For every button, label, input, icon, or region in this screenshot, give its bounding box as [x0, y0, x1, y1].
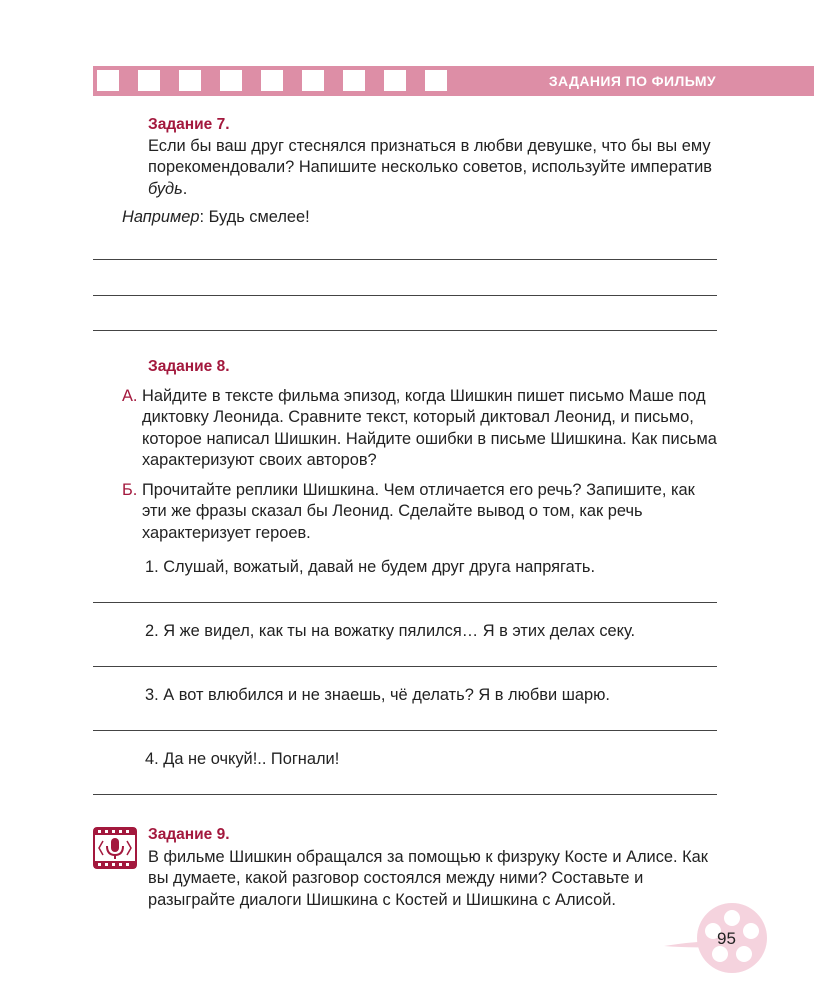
- task8-part-a-marker: А.: [122, 387, 138, 405]
- task7-text-main: Если бы ваш друг стеснялся признаться в любви девушке, что бы вы ему порекомендовали? Напишите несколько советов, используйте императив: [148, 137, 712, 177]
- section-banner: [93, 66, 814, 96]
- answer-line[interactable]: [93, 794, 717, 795]
- example-label: Например: [122, 208, 200, 226]
- banner-title: ЗАДАНИЯ ПО ФИЛЬМУ: [548, 73, 716, 89]
- banner-square: [384, 70, 406, 91]
- phrase-item: 4. Да не очкуй!.. Погнали!: [145, 750, 340, 768]
- task9-text: В фильме Шишкин обращался за помощью к физруку Косте и Алисе. Как вы думаете, какой разговор состоялся между ними? Составьте и разыграйте диалоги Шишкина с Костей и Шишкина с Алисой.: [148, 848, 708, 909]
- headset-icon: [93, 827, 137, 869]
- banner-square: [425, 70, 447, 91]
- task8-part-a-text: Найдите в тексте фильма эпизод, когда Шишкин пишет письмо Маше под диктовку Леонида. Сравните текст, который диктовал Леонид, и письмо, которое написал Шишкин. Найдите ошибки в письме Шишкина. Как письма характеризуют своих авторов?: [142, 387, 717, 470]
- phrase-item: 3. А вот влюбился и не знаешь, чё делать? Я в любви шарю.: [145, 686, 610, 704]
- task9-heading: Задание 9.: [148, 826, 230, 843]
- banner-square: [302, 70, 324, 91]
- answer-line[interactable]: [93, 259, 717, 260]
- task8-part-b-text: Прочитайте реплики Шишкина. Чем отличается его речь? Запишите, как эти же фразы сказал бы Леонид. Сделайте вывод о том, как речь характеризует героев.: [142, 481, 695, 542]
- banner-square: [220, 70, 242, 91]
- task8-part-b-marker: Б.: [122, 481, 138, 499]
- phrase-item: 1. Слушай, вожатый, давай не будем друг друга напрягать.: [145, 558, 596, 576]
- answer-line[interactable]: [93, 730, 717, 731]
- task7-text-end: .: [182, 179, 188, 198]
- banner-square: [261, 70, 283, 91]
- banner-square: [138, 70, 160, 91]
- banner-square: [179, 70, 201, 91]
- phrase-item: 2. Я же видел, как ты на вожатку пялился… Я в этих делах секу.: [145, 622, 636, 640]
- banner-square: [97, 70, 119, 91]
- task7-text: [148, 136, 720, 200]
- answer-line[interactable]: [93, 330, 717, 331]
- banner-square: [343, 70, 365, 91]
- answer-line[interactable]: [93, 295, 717, 296]
- answer-line[interactable]: [93, 602, 717, 603]
- page-number: 95: [717, 929, 736, 948]
- task7-heading: Задание 7.: [148, 116, 230, 133]
- answer-line[interactable]: [93, 666, 717, 667]
- example-text: : Будь смелее!: [199, 208, 310, 226]
- task8-heading: Задание 8.: [148, 358, 230, 375]
- task7-example: [122, 207, 310, 228]
- task7-text-italic: будь: [148, 179, 183, 198]
